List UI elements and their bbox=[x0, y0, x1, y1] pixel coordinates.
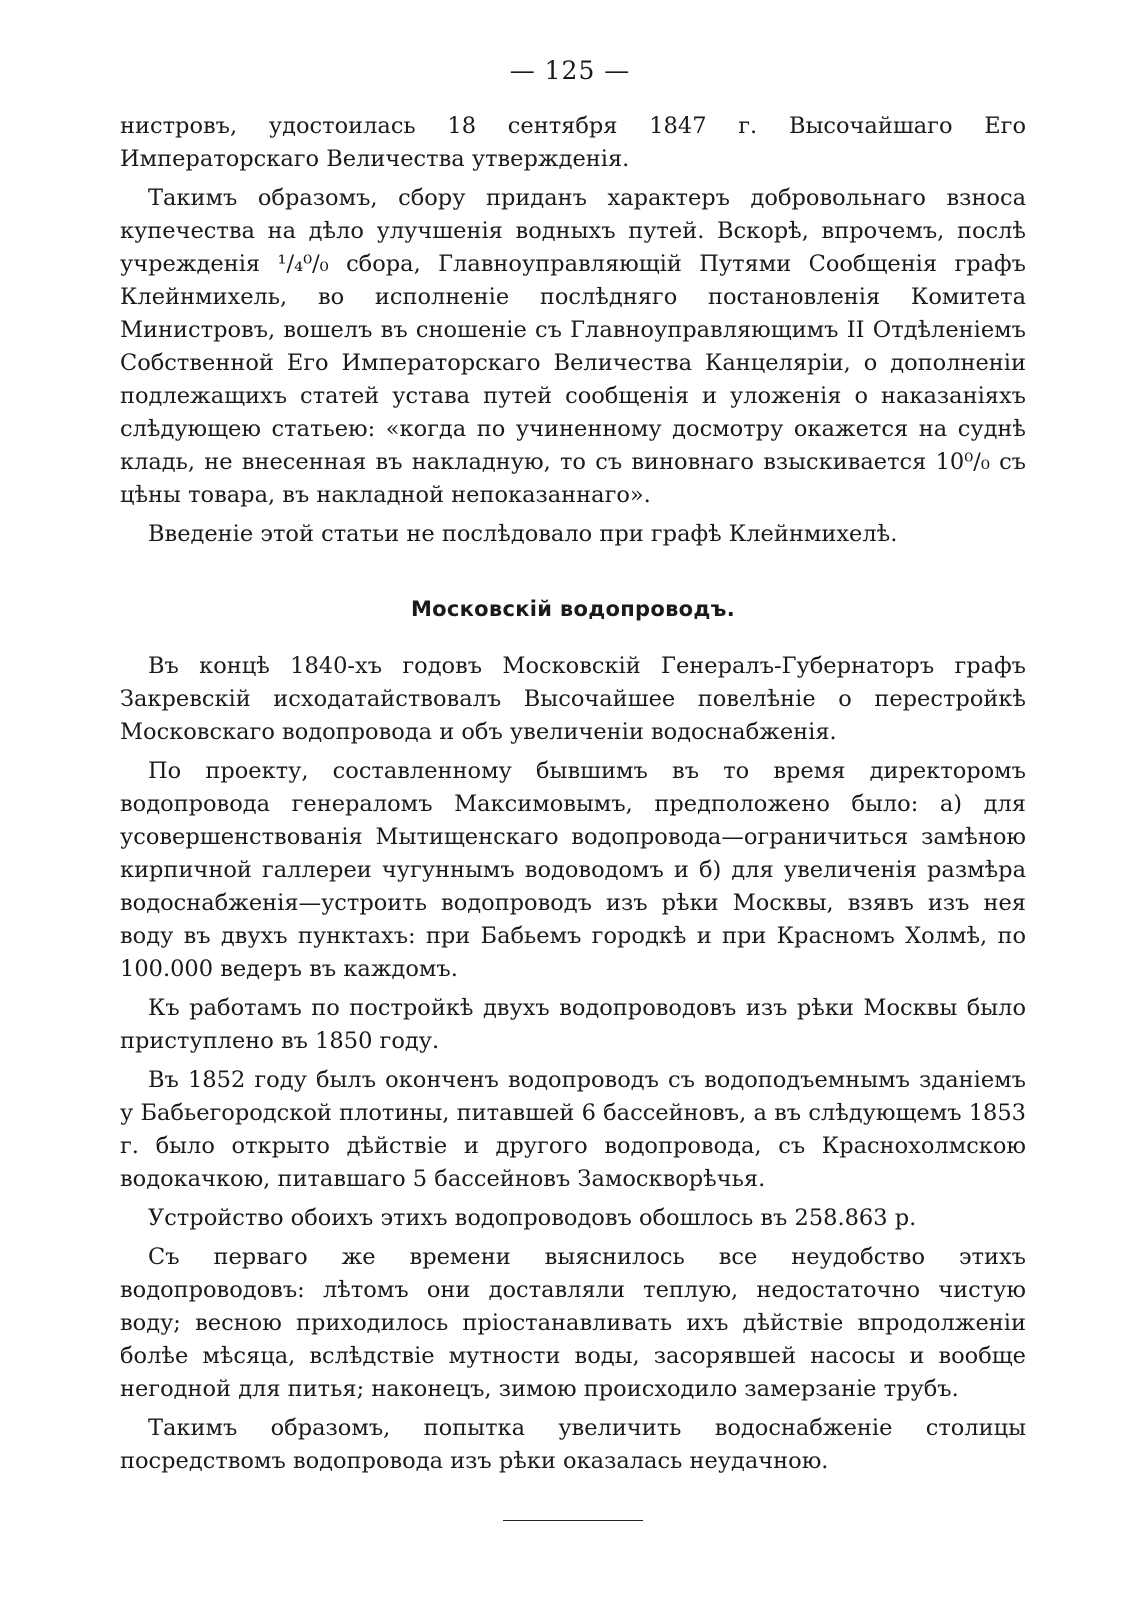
paragraph-fee-character: Такимъ образомъ, сбору приданъ характеръ добровольнаго взноса купечества на дѣло улучшенія водныхъ путей. Вскорѣ, впрочемъ, послѣ учрежденія ¹/₄⁰/₀ сбора, Главноуправляющій Путями Сообщенія графъ Клейнмихель, во исполненіе послѣдняго постановленія Комитета Министровъ, вошелъ въ сношеніе съ Главноуправляющимъ II Отдѣленіемъ Собственной Его Императорскаго Величества Канцеляріи, о дополненіи подлежащихъ статей устава путей сообщенія и уложенія о наказаніяхъ слѣдующею статьею: «когда по учиненному досмотру окажется на суднѣ кладь, не внесенная въ накладную, то съ виновнаго взыскивается 10⁰/₀ съ цѣны товара, въ накладной непоказаннаго». bbox=[120, 185, 1026, 508]
paragraph-construction-start: Къ работамъ по постройкѣ двухъ водопроводовъ изъ рѣки Москвы было приступлено въ 1850 году. bbox=[120, 995, 1026, 1054]
paragraph-cost: Устройство обоихъ этихъ водопроводовъ обошлось въ 258.863 р. bbox=[148, 1205, 917, 1231]
paragraph-article-not-introduced: Введеніе этой статьи не послѣдовало при графѣ Клейнмихелѣ. bbox=[148, 521, 898, 547]
paragraph-zakrevsky: Въ концѣ 1840-хъ годовъ Московскій Генералъ-Губернаторъ графъ Закревскій исходатайствовалъ Высочайшее повелѣніе о перестройкѣ Московскаго водопровода и объ увеличеніи водоснабженія. bbox=[120, 653, 1026, 745]
paragraph-failure: Такимъ образомъ, попытка увеличить водоснабженіе столицы посредствомъ водопровода изъ рѣки оказалась неудачною. bbox=[120, 1415, 1026, 1474]
end-divider bbox=[503, 1520, 643, 1521]
paragraph-continuation: нистровъ, удостоилась 18 сентября 1847 г. Высочайшаго Его Императорскаго Величества утвержденія. bbox=[120, 113, 1026, 172]
section-heading: Московскій водопроводъ. bbox=[410, 597, 736, 621]
page-body bbox=[120, 110, 1026, 1521]
page-number: — 125 — bbox=[509, 56, 631, 85]
paragraph-1852-completion: Въ 1852 году былъ оконченъ водопроводъ съ водоподъемнымъ зданіемъ у Бабьегородской плотины, питавшей 6 бассейновъ, а въ слѣдующемъ 1853 г. было открыто дѣйствіе и другого водопровода, съ Краснохолмскою водокачкою, питавшаго 5 бассейновъ Замоскворѣчья. bbox=[120, 1067, 1026, 1192]
paragraph-inconvenience: Съ перваго же времени выяснилось все неудобство этихъ водопроводовъ: лѣтомъ они доставляли теплую, недостаточно чистую воду; весною приходилось пріостанавливать ихъ дѣйствіе впродолженіи болѣе мѣсяца, вслѣдствіе мутности воды, засорявшей насосы и вообще негодной для питья; наконецъ, зимою происходило замерзаніе трубъ. bbox=[120, 1244, 1026, 1402]
paragraph-maksimov-project: По проекту, составленному бывшимъ въ то время директоромъ водопровода генераломъ Максимовымъ, предположено было: а) для усовершенствованія Мытищенскаго водопровода—ограничиться замѣною кирпичной галлереи чугуннымъ водоводомъ и б) для увеличенія размѣра водоснабженія—устроить водопроводъ изъ рѣки Москвы, взявъ изъ нея воду въ двухъ пунктахъ: при Бабьемъ городкѣ и при Красномъ Холмѣ, по 100.000 ведеръ въ каждомъ. bbox=[120, 758, 1026, 982]
